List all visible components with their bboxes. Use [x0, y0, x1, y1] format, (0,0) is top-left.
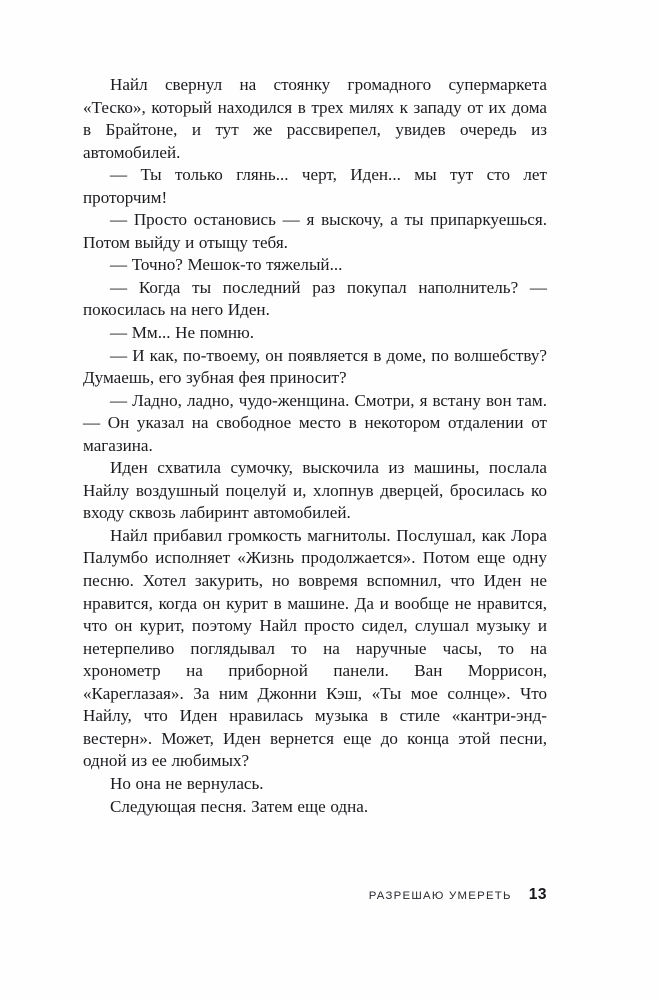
body-paragraph: — Когда ты последний раз покупал наполнитель? — покосилась на него Иден. [83, 277, 547, 320]
body-paragraph: Иден схватила сумочку, выскочила из машины, послала Найлу воздушный поцелуй и, хлопнув дверцей, бросилась ко входу сквозь лабиринт автомобилей. [83, 458, 547, 523]
page-footer [83, 886, 547, 904]
running-head: РАЗРЕШАЮ УМЕРЕТЬ [368, 890, 512, 902]
body-paragraph: Следующая песня. Затем еще одна. [110, 796, 369, 816]
body-paragraph: — Просто остановись — я выскочу, а ты припаркуешься. Потом выйду и отыщу тебя. [83, 210, 547, 252]
body-paragraph: — Точно? Мешок-то тяжелый... [110, 255, 343, 275]
body-paragraph: Найл прибавил громкость магнитолы. Послушал, как Лора Палумбо исполняет «Жизнь продолжается». Потом еще одну песню. Хотел закурить, но вовремя вспомнил, что Иден не нравится, когда он курит в машине. Да и вообще не нравится, что он курит, поэтому Найл просто сидел, слушал музыку и нетерпеливо поглядывал то на наручные часы, то на хронометр на приборной панели. Ван Моррисон, «Кареглазая». За ним Джонни Кэш, «Ты мое солнце». Что Найлу, что Иден нравилась музыка в стиле «кантри-энд-вестерн». Может, Иден вернется еще до конца этой песни, одной из ее любимых? [83, 525, 547, 771]
page-number: 13 [528, 886, 547, 903]
body-paragraph: — И как, по-твоему, он появляется в доме, по волшебству? Думаешь, его зубная фея приносит? [83, 345, 547, 388]
body-paragraph: Но она не вернулась. [110, 773, 264, 793]
body-paragraph: — Ты только глянь... черт, Иден... мы тут сто лет проторчим! [83, 165, 547, 207]
body-paragraph: — Ладно, ладно, чудо-женщина. Смотри, я встану вон там. — Он указал на свободное место в некотором отдалении от магазина. [83, 390, 547, 455]
body-text-column [83, 74, 547, 818]
body-paragraph: — Мм... Не помню. [110, 323, 255, 343]
body-paragraph: Найл свернул на стоянку громадного супермаркета «Теско», который находился в трех милях к западу от их дома в Брайтоне, и тут же рассвирепел, увидев очередь из автомобилей. [83, 75, 547, 162]
